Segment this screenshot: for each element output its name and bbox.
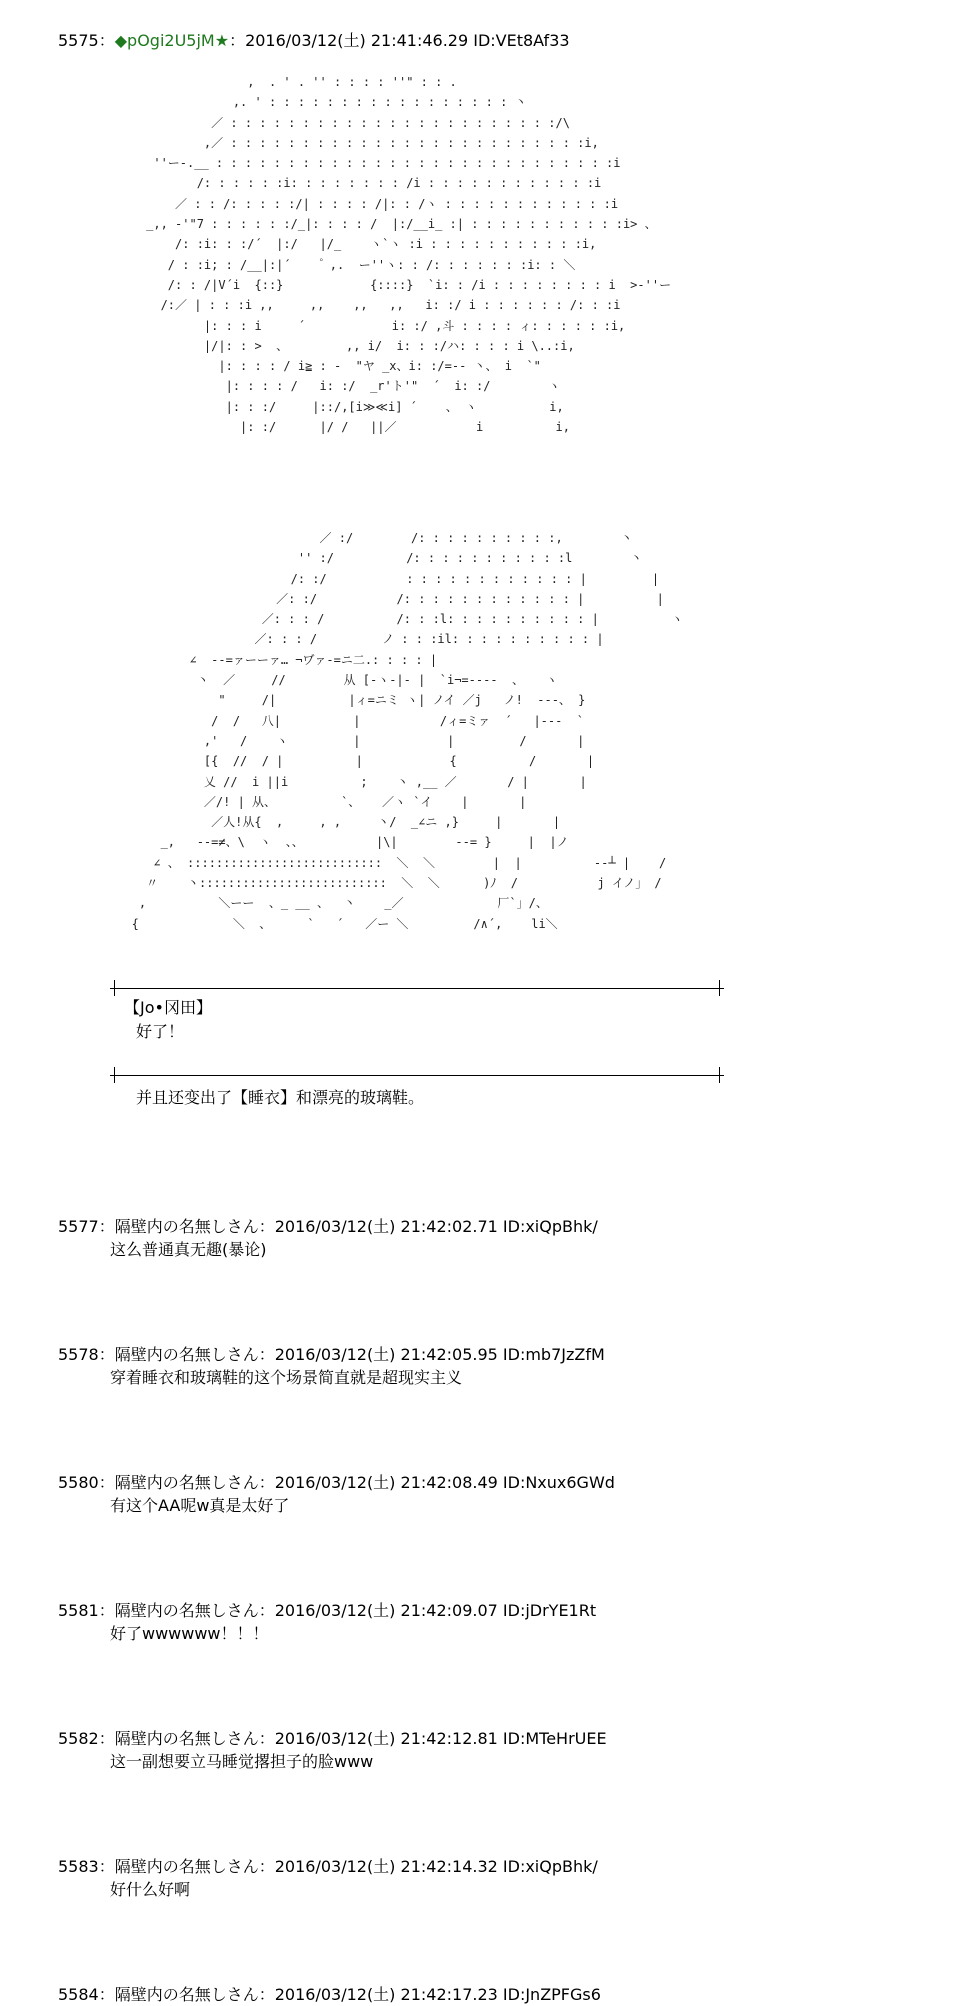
post-5584 (58, 1984, 938, 2006)
post-separator: ： (98, 31, 115, 50)
post-5580 (58, 1472, 938, 1518)
post-meta: ：隔壁内の名無しさん：2016/03/12(土) 21:42:02.71 ID:xiQpBhk/ (98, 1217, 598, 1236)
poster-trip: pOgi2U5jM (127, 31, 215, 50)
post-number: 5580 (58, 1473, 99, 1492)
divider-bottom (110, 1075, 724, 1076)
ascii-art-bottom: ／ :/ /: : : : : : : : : :, 丶 '' :/ /: : : : : : : : : : :l 丶 /: :/ : : : : : : : : : : : : | | ／: :/ /: : : : : : : : : : : : | | ／: : : / /: : :l: : : : : : : : : : | ヽ ／: : : / ノ : : :il: : : : : : : : : : | ∠ ‐-=ァーーァ… ¬ヷァ‐=ニ二.: : : : | 丶 ／ // 从 [‐ヽ‐|‐ | `i¬=‐‐‐- 、 ヽ " /| |ィ=ニミ ヽ| ノイ ／j ノ! ‐‐-、 } / / 八| | /ィ=ミァ ´ |‐‐- ` ,' / ヽ | | / | [{ // / | | { / | 乂 // i ||i ; 丶 ,__ ／ / | | ／/! | 从、 `、 ／ヽ `イ | | ／人!从{ , , , 丶/ _∠ニ ,} | | _, ‐‐=≠、\ ヽ 、、 |\| ‐‐= } | |ノ ∠ 、 ::::::::::::::::::::::::::: ＼ ＼ | | ‐‐┴ | / 〃 丶:::::::::::::::::::::::::: ＼ ＼ )ﾉ / j イノ」 / , ＼ーー 、_ __ 、 丶 _／ 厂`」/、 { ＼ 、 ` ´ ／ー ＼ /∧´, li＼ (131, 531, 684, 931)
post-body: 有这个AA呢w真是太好了 (110, 1496, 290, 1515)
divider-tick-right (719, 1067, 720, 1083)
post-header (58, 1600, 938, 1622)
post-meta: ：隔壁内の名無しさん：2016/03/12(土) 21:42:17.23 ID:JnZPFGs6 (98, 1985, 601, 2004)
star-icon: ★ (214, 31, 230, 50)
post-5577 (58, 1216, 938, 1262)
narration: 并且还变出了【睡衣】和漂亮的玻璃鞋。 (136, 1088, 425, 1107)
post-number: 5578 (58, 1345, 99, 1364)
post-5575 (58, 30, 938, 52)
post-meta: ：2016/03/12(土) 21:41:46.29 ID:VEt8Af33 (229, 31, 570, 50)
post-meta: ：隔壁内の名無しさん：2016/03/12(土) 21:42:09.07 ID:jDrYE1Rt (98, 1601, 597, 1620)
dialogue-line: 好了！ (136, 1022, 185, 1041)
post-body: 好了wwwwww！！！ (110, 1624, 269, 1643)
post-number: 5581 (58, 1601, 99, 1620)
post-5583 (58, 1856, 938, 1902)
post-5582 (58, 1728, 938, 1774)
dialogue-speaker: 【Jo•冈田】 (124, 998, 212, 1017)
post-header (58, 1216, 938, 1238)
post-number: 5577 (58, 1217, 99, 1236)
post-body: 这么普通真无趣(暴论) (110, 1240, 267, 1259)
post-body: 穿着睡衣和玻璃鞋的这个场景简直就是超现实主义 (110, 1368, 463, 1387)
diamond-icon: ◆ (114, 31, 128, 50)
post-meta: ：隔壁内の名無しさん：2016/03/12(土) 21:42:08.49 ID:Nxux6GWd (98, 1473, 615, 1492)
post-header (58, 1984, 938, 2006)
divider-tick-right (719, 980, 720, 996)
post-body: 好什么好啊 (110, 1880, 191, 1899)
post-number: 5584 (58, 1985, 99, 2004)
divider-tick-left (114, 980, 115, 996)
post-meta: ：隔壁内の名無しさん：2016/03/12(土) 21:42:12.81 ID:MTeHrUEE (98, 1729, 607, 1748)
post-header (58, 30, 938, 52)
ascii-art-top: , . ' . '' : : : : ''" : : . ,. ' : : : : : : : : : : : : : : : : : 丶 ／ : : : : : : : : : : : : : : : : : : : : : : :/\ ,／ : : : : : : : : : : : : : : : : : : : : : : : : :i, ''ー‐.__ : : : : : : : : : : : : : : : : : : : : : : : : : : : :i /: : : : : :i: : : : : : : : /i : : : : : : : : : : : :i ／ : : /: : : : :/| : : : : /|: : /ヽ : : : : : : : : : : : :i _,, -'"7 : : : : : :/_|: : : : / |:/__i_ :| : : : : : : : : : : :i> 、 /: :i: : :/´ |:/ |/_ ヽ`ヽ :i : : : : : : : : : : :i, / : :i; : /__|:|´ ゚ ,. ー''ヽ: : /: : : : : : :i: : ＼ /: : /|V´i {::} {::::} `i: : /i : : : : : : : : i >‐''ー /:／ | : : :i ,, ,, ,, ,, i: :/ i : : : : : : /: : :i |: : : i ´ i: :/ ,斗 : : : : ィ: : : : : :i, |/|: : > 、 ,, i/ i: : :/ハ: : : : i \..:i, |: : : : / i≧ : - "ヤ _x、i: :/=‐‐ 丶、 i `" |: : : : / i: :/ _r'ト'" ´ i: :/ ヽ |: : :/ |::/,[i≫≪i] ´ 、 ヽ i, |: :/ |/ / ||／ i i, (146, 75, 672, 435)
post-header (58, 1856, 938, 1878)
post-body: 这一副想要立马睡觉撂担子的脸www (110, 1752, 374, 1771)
divider-tick-left (114, 1067, 115, 1083)
post-5581 (58, 1600, 938, 1646)
post-number: 5583 (58, 1857, 99, 1876)
post-5578 (58, 1344, 938, 1390)
post-meta: ：隔壁内の名無しさん：2016/03/12(土) 21:42:14.32 ID:xiQpBhk/ (98, 1857, 598, 1876)
post-number: 5575 (58, 31, 99, 50)
post-number: 5582 (58, 1729, 99, 1748)
post-header (58, 1344, 938, 1366)
post-meta: ：隔壁内の名無しさん：2016/03/12(土) 21:42:05.95 ID:mb7JzZfM (98, 1345, 605, 1364)
post-header (58, 1728, 938, 1750)
post-header (58, 1472, 938, 1494)
divider-top (110, 988, 724, 989)
